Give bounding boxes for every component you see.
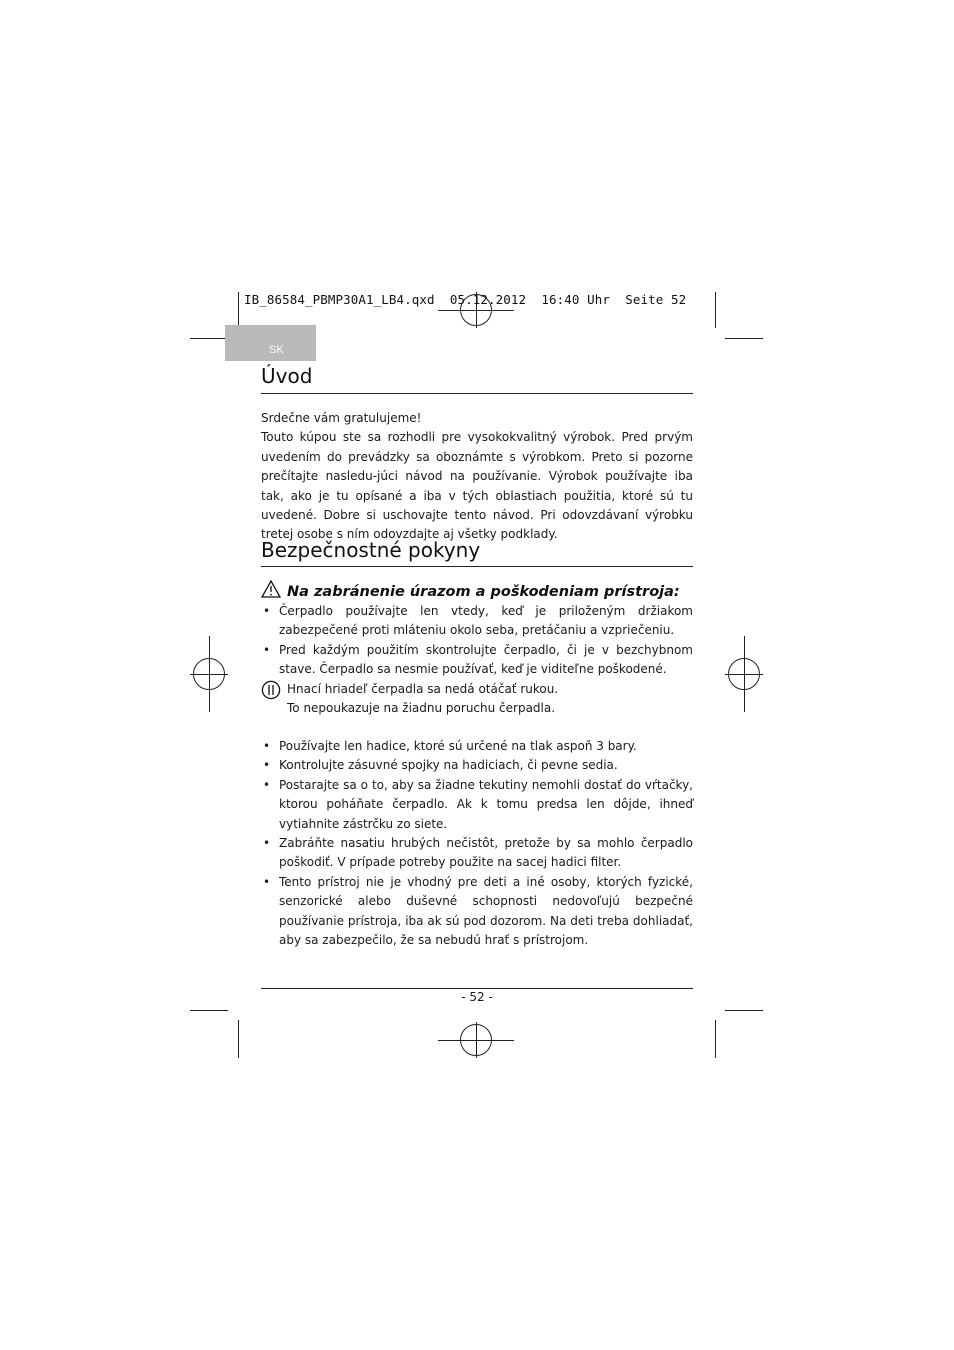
list-item: • Pred každým použitím skontrolujte čerpadlo, či je v bezchybnom stave. Čerpadlo sa nesmie používať, keď je viditeľne poškodené. (261, 641, 693, 680)
title-rule-1 (261, 393, 693, 394)
page-number: - 52 - (461, 990, 493, 1004)
intro-body: Touto kúpou ste sa rozhodli pre vysokokvalitný výrobok. Pred prvým uvedením do prevádzky sa oboznámte s výrobkom. Preto si pozorne prečítajte nasledu-júci návod na používanie. Výrobok používajte iba tak, ako je tu opísané a iba v tých oblastiach použitia, ktoré sú tu uvedené. Dobre si uschovajte tento návod. Pri odovzdávaní výrobku tretej osobe s ním odovzdajte aj všetky podklady. (261, 430, 693, 542)
list-item: • Zabráňte nasatiu hrubých nečistôt, pretože by sa mohlo čerpadlo poškodiť. V prípade potreby použite na sacej hadici filter. (261, 834, 693, 873)
footer-rule (261, 988, 693, 989)
intro-greeting: Srdečne vám gratulujeme! (261, 411, 422, 425)
list-item: • Kontrolujte zásuvné spojky na hadiciach, či pevne sedia. (261, 756, 693, 775)
warning-heading-text: Na zabránenie úrazom a poškodeniam prístroja: (287, 584, 680, 600)
warning-heading (261, 580, 701, 600)
section-title-uvod: Úvod (261, 364, 313, 388)
bullet-list-b (261, 737, 693, 950)
section-title-safety: Bezpečnostné pokyny (261, 538, 481, 562)
title-rule-2 (261, 566, 693, 567)
info-circle-icon (261, 680, 281, 700)
info-text (287, 680, 693, 719)
intro-text (261, 409, 693, 545)
warning-triangle-icon (261, 580, 281, 598)
bullet-list-a (261, 602, 693, 680)
info-line-2: To nepoukazuje na žiadnu poruchu čerpadla. (287, 701, 556, 716)
language-tab-label: SK (269, 344, 284, 356)
list-item: • Používajte len hadice, ktoré sú určené na tlak aspoň 3 bary. (261, 737, 693, 756)
list-item: • Postarajte sa o to, aby sa žiadne tekutiny nemohli dostať do vŕtačky, ktorou poháňate čerpadlo. Ak k tomu predsa len dôjde, ihneď vytiahnite zástrčku zo siete. (261, 776, 693, 834)
list-item: • Tento prístroj nie je vhodný pre deti a iné osoby, ktorých fyzické, senzorické alebo duševné schopnosti nedovoľujú bezpečné používanie prístroja, iba ak sú pod dozorom. Na deti treba dohliadať, aby sa zabezpečilo, že sa nebudú hrať s prístrojom. (261, 873, 693, 951)
info-line-1: Hnací hriadeľ čerpadla sa nedá otáčať rukou. (287, 682, 559, 696)
print-slug: IB_86584_PBMP30A1_LB4.qxd 05.12.2012 16:40 Uhr Seite 52 (244, 292, 687, 307)
language-tab (225, 325, 316, 361)
list-item: • Čerpadlo používajte len vtedy, keď je priloženým držiakom zabezpečené proti mláteniu okolo seba, pretáčaniu a vzpriečeniu. (261, 602, 693, 641)
